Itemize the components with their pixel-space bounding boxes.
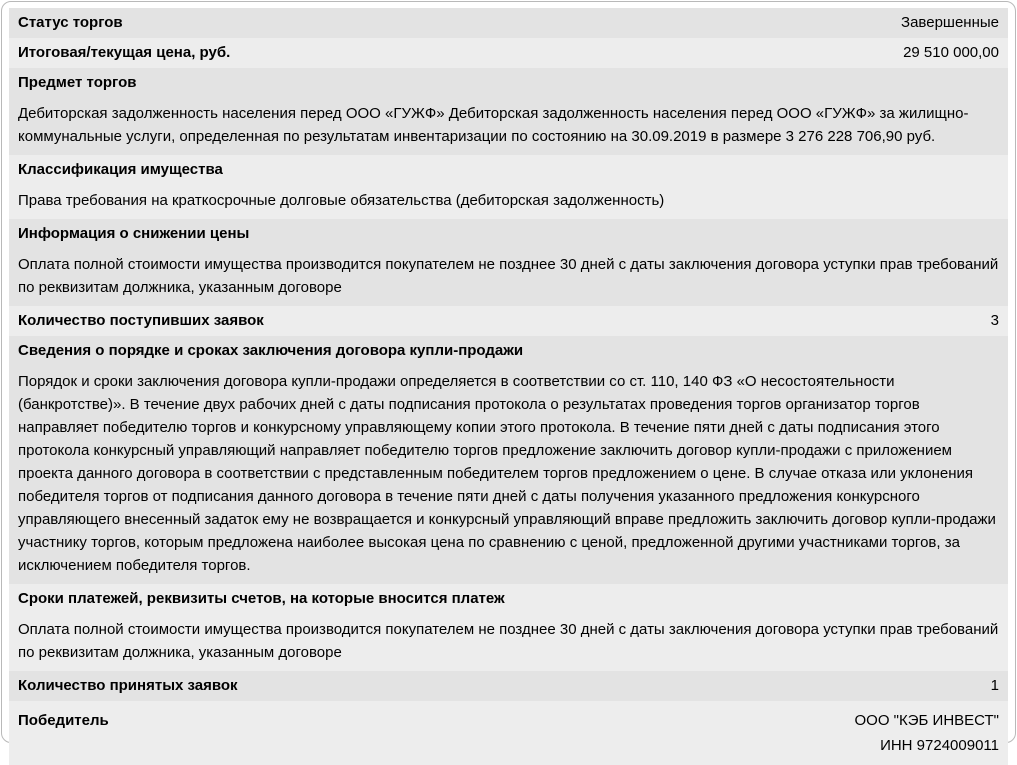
property-classification-text: Права требования на краткосрочные долговые обязательства (дебиторская задолженность) bbox=[18, 192, 665, 209]
row-auction-status bbox=[9, 8, 1008, 38]
row-payment-terms bbox=[9, 584, 1008, 671]
property-classification-heading: Классификация имущества bbox=[18, 161, 223, 178]
winner-company-name: ООО "КЭБ ИНВЕСТ" bbox=[854, 712, 999, 729]
row-final-price bbox=[9, 38, 1008, 68]
auction-details-panel bbox=[1, 1, 1016, 754]
applications-received-value: 3 bbox=[990, 312, 999, 329]
winner-label: Победитель bbox=[18, 712, 109, 729]
auction-details-rows bbox=[9, 8, 1008, 765]
auction-status-value: Завершенные bbox=[901, 14, 999, 31]
applications-received-label: Количество поступивших заявок bbox=[18, 312, 264, 329]
row-auction-subject bbox=[9, 68, 1008, 155]
winner-details bbox=[855, 708, 999, 758]
row-property-classification bbox=[9, 155, 1008, 219]
final-price-value: 29 510 000,00 bbox=[903, 44, 999, 61]
payment-terms-heading: Сроки платежей, реквизиты счетов, на которые вносится платеж bbox=[18, 590, 505, 607]
row-contract-terms bbox=[9, 336, 1008, 584]
contract-terms-text: Порядок и сроки заключения договора купли-продажи определяется в соответствии со ст. 110, 140 ФЗ «О несостоятельности (банкротстве)». В течение двух рабочих дней с даты подписания протокола о результатах проведения торгов организатор торгов направляет победителю торгов и конкурсному управляющему копии этого протокола. В течение пяти дней с даты подписания этого протокола конкурсный управляющий направляет победителю торгов предложение заключить договор купли-продажи с приложением проекта данного договора в соответствии с представленным победителем торгов предложением о цене. В случае отказа или уклонения победителя торгов от подписания данного договора в течение пяти дней с даты получения указанного предложения конкурсного управляющего внесенный задаток ему не возвращается и конкурсный управляющий вправе предложить заключить договор купли-продажи участнику торгов, которым предложена наиболее высокая цена по сравнению с ценой, предложенной другими участниками торгов, за исключением победителя торгов. bbox=[18, 373, 996, 574]
payment-terms-text: Оплата полной стоимости имущества производится покупателем не позднее 30 дней с даты заключения договора уступки прав требований по реквизитам должника, указанным договоре bbox=[18, 621, 999, 661]
winner-inn: ИНН 9724009011 bbox=[880, 737, 999, 754]
row-applications-received bbox=[9, 306, 1008, 336]
row-applications-accepted bbox=[9, 671, 1008, 701]
final-price-label: Итоговая/текущая цена, руб. bbox=[18, 44, 231, 61]
price-reduction-heading: Информация о снижении цены bbox=[18, 225, 250, 242]
applications-accepted-value: 1 bbox=[990, 677, 999, 694]
auction-status-label: Статус торгов bbox=[18, 14, 123, 31]
row-winner bbox=[9, 701, 1008, 765]
row-price-reduction-info bbox=[9, 219, 1008, 306]
auction-subject-text: Дебиторская задолженность населения перед ООО «ГУЖФ» Дебиторская задолженность населения перед ООО «ГУЖФ» за жилищно-коммунальные услуги, определенная по результатам инвентаризации по состоянию на 30.09.2019 в размере 3 276 228 706,90 руб. bbox=[18, 105, 969, 145]
price-reduction-text: Оплата полной стоимости имущества производится покупателем не позднее 30 дней с даты заключения договора уступки прав требований по реквизитам должника, указанным договоре bbox=[18, 256, 999, 296]
contract-terms-heading: Сведения о порядке и сроках заключения договора купли-продажи bbox=[18, 342, 524, 359]
auction-subject-heading: Предмет торгов bbox=[18, 74, 137, 91]
applications-accepted-label: Количество принятых заявок bbox=[18, 677, 238, 694]
